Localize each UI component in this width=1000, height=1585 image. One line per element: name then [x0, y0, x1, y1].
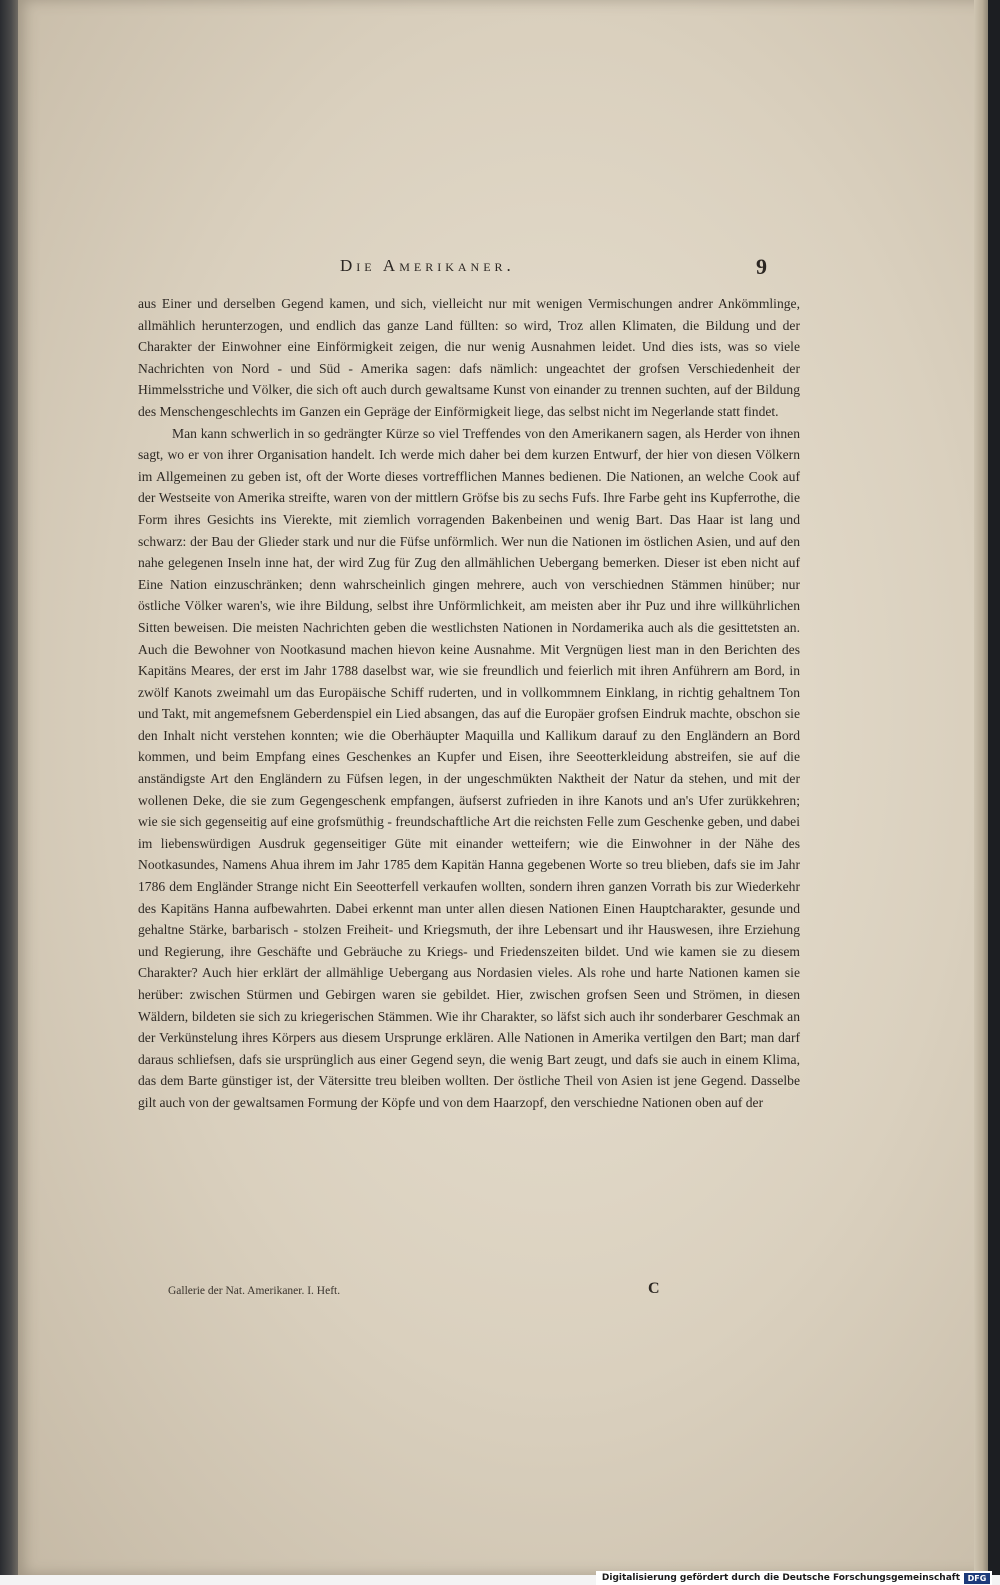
page-number: 9 [756, 254, 767, 279]
funding-credit [596, 1571, 992, 1585]
running-head [18, 254, 988, 284]
book-page [18, 0, 988, 1575]
paragraph-1: aus Einer und derselben Gegend kamen, und sich, vielleicht nur mit wenigen Vermischungen andrer Ankömmlinge, allmählich herunterzogen, und endlich das ganze Land füllten: so wird, Troz allen Klimaten, die Bildung und der Charakter der Einwohner eine Einförmigkeit zeigen, die nur wenig Ausnahmen leidet. Und dies ists, was so viele Nachrichten von Nord - und Süd - Amerika sagen: dafs nämlich: ungeachtet der grofsen Verschiedenheit der Himmelsstriche und Völker, die sich oft auch durch gewaltsame Kunst von einander zu trennen suchten, auf der Bildung des Menschengeschlechts im Ganzen ein Gepräge der Einförmigkeit liege, das selbst nicht im Negerlande statt findet. [138, 296, 800, 419]
footer-sheet-mark: C [648, 1280, 660, 1297]
footer-signature: Gallerie der Nat. Amerikaner. I. Heft. [168, 1285, 341, 1297]
body-text [138, 293, 800, 1114]
page-edge [974, 0, 988, 1575]
credit-text: Digitalisierung gefördert durch die Deutsche Forschungsgemeinschaft [601, 1573, 960, 1583]
paragraph-2: Man kann schwerlich in so gedrängter Kürze so viel Treffendes von den Amerikanern sagen, als Herder von ihnen sagt, wo er von ihrer Organisation handelt. Ich werde mich daher bei dem kurzen Entwurf, der hier von diesen Völkern im Allgemeinen zu geben ist, oft der Worte dieses vortrefflichen Mannes bedienen. Die Nationen, an welche Cook auf der Westseite von Amerika streifte, waren von der mittlern Gröfse bis zu sechs Fufs. Ihre Farbe geht ins Kupferrothe, die Form ihres Gesichts ins Vierekte, mit ziemlich vorragenden Bakenbeinen und wenig Bart. Das Haar ist lang und schwarz: der Bau der Glieder stark und nur die Füfse unförmlich. Wer nun die Nationen im östlichen Asien, und auf den nahe gelegenen Inseln inne hat, der wird Zug für Zug den allmählichen Uebergang bemerken. Dieser ist eben nicht auf Eine Nation einzuschränken; denn wahrscheinlich gingen mehrere, auch von verschiednen Stämmen hinüber; nur östliche Völker waren's, wie ihre Bildung, selbst ihre Unförmlichkeit, am meisten aber ihr Puz und ihre willkührlichen Sitten beweisen. Die meisten Nachrichten geben die westlichsten Nationen in Nordamerika auch als die gesittetsten an. Auch die Bewohner von Nootkasund machen hievon keine Ausnahme. Mit Vergnügen liest man in den Berichten des Kapitäns Meares, der erst im Jahr 1788 daselbst war, wie sie freundlich und feierlich mit ihren Anführern am Bord, in zwölf Kanots zweimahl um das Europäische Schiff ruderten, und in vollkommnem Einklang, in richtig gehaltnem Ton und Takt, mit angemefsnem Geberdenspiel ein Lied absangen, das auf die Europäer grofsen Eindruk machte, obschon sie den Inhalt nicht verstehen konnten; wie die Oberhäupter Maquilla und Kallikum darauf zu den Engländern an Bord kommen, und beim Empfang eines Geschenkes an Kupfer und Eisen, ihre Seeotterkleidung abstreifen, sie auf die anständigste Art den Engländern zu Füfsen legen, in der ungeschmükten Naktheit der Natur da stehen, und mit der wollenen Deke, die sie zum Gegengeschenk empfangen, äufserst zufrieden in ihre Kanots und an's Ufer zurükkehren; wie sie sich gegenseitig auf eine grofsmüthig - freundschaftliche Art die reichsten Felle zum Geschenke geben, und dabei im liebenswürdigen Ausdruk gegenseitiger Güte mit einander wetteifern; wie die Einwohner in der Nähe des Nootkasundes, Namens Ahua ihrem im Jahr 1785 dem Kapitän Hanna gegebenen Worte so treu blieben, dafs sie im Jahr 1786 dem Engländer Strange nicht Ein Seeotterfell verkaufen wollten, sondern ihren ganzen Vorrath bis zur Wiederkehr des Kapitäns Hanna aufbewahrten. Dabei erkennt man unter allen diesen Nationen Einen Hauptcharakter, gesunde und gehaltne Stärke, barbarisch - stolzen Freiheit- und Kriegsmuth, der ihre Lebensart und ihr Hauswesen, ihre Erziehung und Regierung, ihre Geschäfte und Gebräuche zu Kriegs- und Friedenszeiten bildet. Und wie kamen sie zu diesem Charakter? Auch hier erklärt der allmählige Uebergang aus Nordasien vieles. Als rohe und harte Nationen kamen sie herüber: zwischen Stürmen und Gebirgen waren sie gebildet. Hier, zwischen grofsen Seen und Strömen, in diesen Wäldern, bildeten sie sich zu kriegerischen Stämmen. Wie ihr Charakter, so läfst sich auch ihr sonderbarer Geschmak an der Verkünstelung ihres Körpers aus diesem Ursprunge erklären. Alle Nationen in Amerika vertilgen den Bart; man darf daraus schliefsen, dafs sie ursprünglich aus einer Gegend seyn, die wenig Bart zeugt, und dafs sie auch in einem Klima, das dem Barte günstiger ist, der Vätersitte treu bleiben wollten. Der östliche Theil von Asien ist jene Gegend. Dasselbe gilt auch von der gewaltsamen Formung der Köpfe und von dem Haarzopf, den verschiedne Nationen oben auf der [138, 425, 800, 1110]
running-head-title: Die Amerikaner. [340, 256, 515, 275]
scan-background-left [0, 0, 20, 1575]
dfg-logo-icon: DFG [964, 1573, 990, 1584]
